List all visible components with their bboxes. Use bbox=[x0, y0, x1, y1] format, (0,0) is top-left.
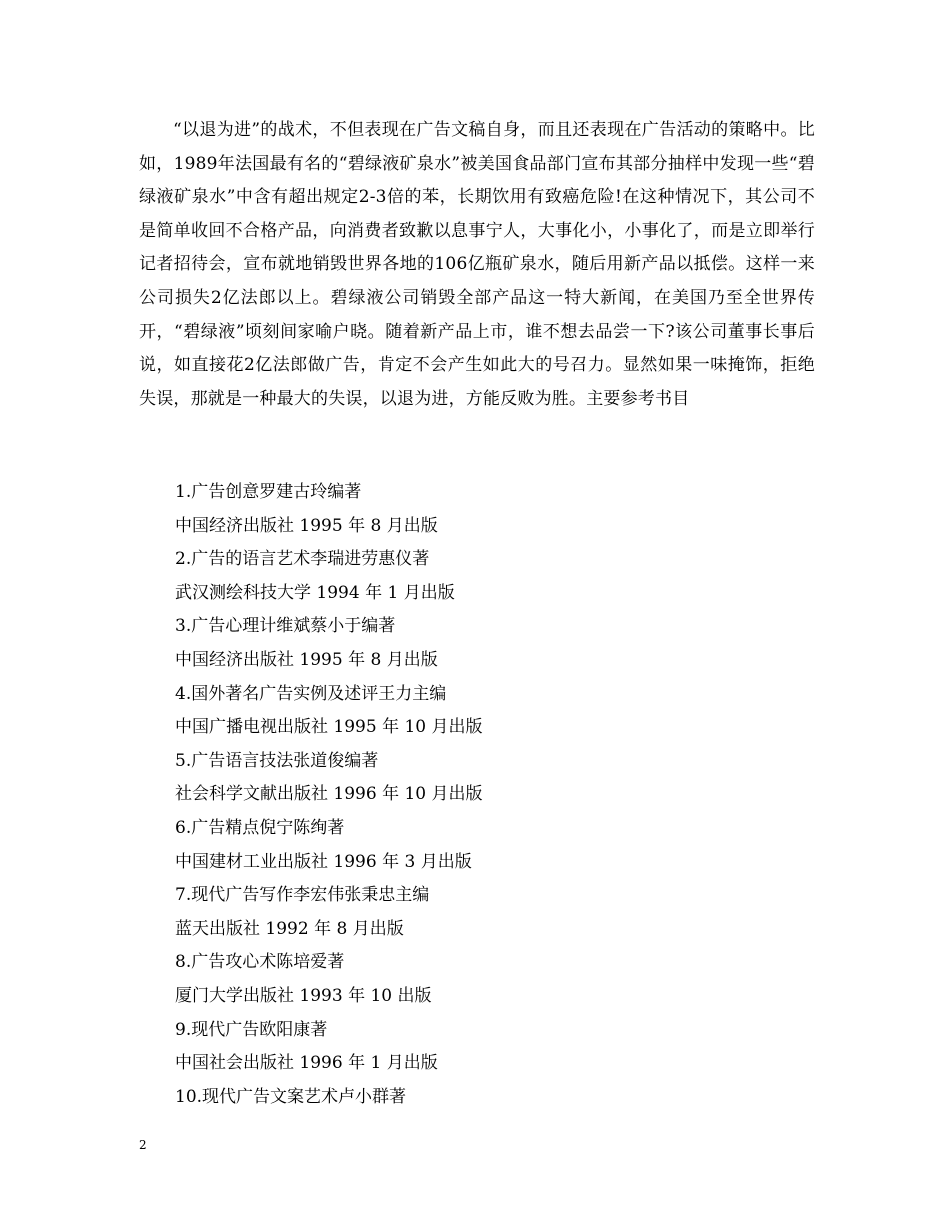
reference-line: 中国建材工业出版社 1996 年 3 月出版 bbox=[175, 851, 472, 872]
reference-line: 7.现代广告写作李宏伟张秉忠主编 bbox=[175, 885, 430, 906]
reference-line: 5.广告语言技法张道俊编著 bbox=[175, 750, 379, 771]
reference-line: 8.广告攻心术陈培爱著 bbox=[175, 952, 345, 973]
reference-line: 1.广告创意罗建古玲编著 bbox=[175, 482, 362, 502]
reference-line: 中国经济出版社 1995 年 8 月出版 bbox=[175, 649, 438, 670]
reference-line: 武汉测绘科技大学 1994 年 1 月出版 bbox=[175, 582, 455, 603]
reference-line: 6.广告精点倪宁陈绚著 bbox=[175, 817, 345, 838]
reference-line: 厦门大学出版社 1993 年 10 出版 bbox=[175, 985, 432, 1006]
reference-line: 10.现代广告文案艺术卢小群著 bbox=[175, 1086, 407, 1107]
reference-line: 中国广播电视出版社 1995 年 10 月出版 bbox=[175, 717, 483, 738]
page-number: 2 bbox=[139, 1138, 147, 1152]
reference-line: 蓝天出版社 1992 年 8 月出版 bbox=[175, 918, 404, 939]
reference-line: 9.现代广告欧阳康著 bbox=[175, 1019, 328, 1040]
body-paragraph: “以退为进”的战术，不但表现在广告文稿自身，而且还表现在广告活动的策略中。比如，1989年法国最有名的“碧绿液矿泉水”被美国食品部门宣布其部分抽样中发现一些“碧绿液矿泉水”中含有超出规定2-3倍的苯，长期饮用有致癌危险!在这种情况下，其公司不是简单收回不合格产品，向消费者致歉以息事宁人，大事化小，小事化了，而是立即举行记者招待会，宣布就地销毁世界各地的106亿瓶矿泉水，随后用新产品以抵偿。这样一来公司损失2亿法郎以上。碧绿液公司销毁全部产品这一特大新闻，在美国乃至全世界传开，“碧绿液”顷刻间家喻户晓。随着新产品上市，谁不想去品尝一下?该公司董事长事后说，如直接花2亿法郎做广告，肯定不会产生如此大的号召力。显然如果一味掩饰，拒绝失误，那就是一种最大的失误，以退为进，方能反败为胜。主要参考书目 bbox=[139, 120, 815, 409]
reference-list bbox=[175, 476, 483, 1114]
reference-line: 2.广告的语言艺术李瑞进劳惠仪著 bbox=[175, 549, 430, 570]
reference-line: 中国经济出版社 1995 年 8 月出版 bbox=[175, 515, 438, 536]
reference-line: 4.国外著名广告实例及述评王力主编 bbox=[175, 683, 447, 704]
reference-line: 3.广告心理计维斌蔡小于编著 bbox=[175, 616, 396, 637]
reference-line: 中国社会出版社 1996 年 1 月出版 bbox=[175, 1053, 438, 1074]
reference-line: 社会科学文献出版社 1996 年 10 月出版 bbox=[175, 784, 483, 805]
